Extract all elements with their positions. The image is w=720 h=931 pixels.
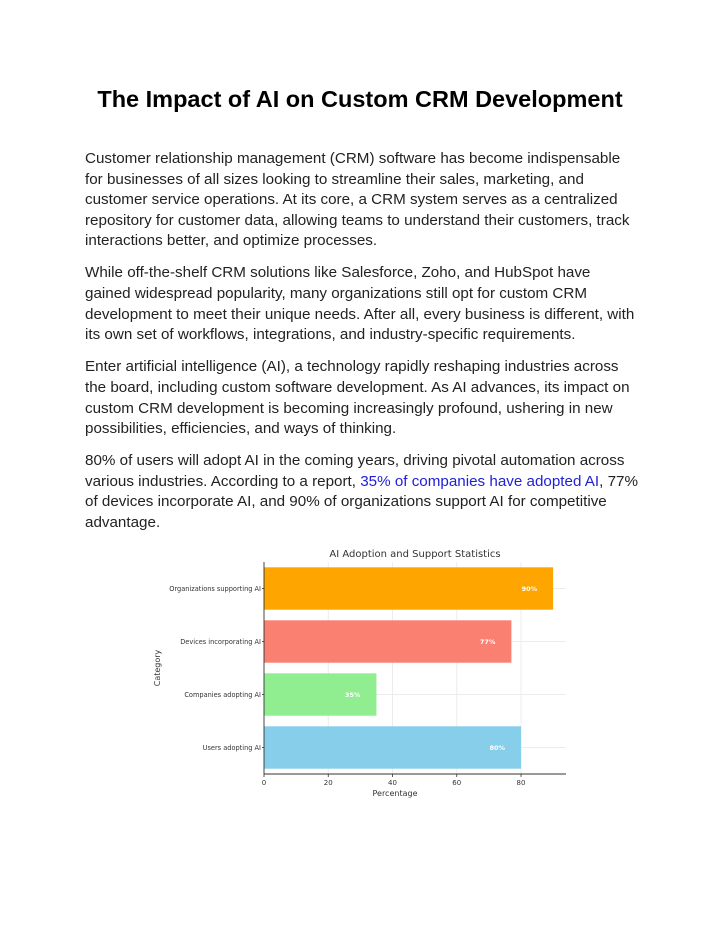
x-tick-label: 60 — [452, 779, 462, 787]
paragraph-statistics-before: 80% of users will adopt AI in the coming years, driving pivotal automation across various industries. According to a report, — [85, 452, 625, 490]
x-tick-label: 0 — [261, 779, 267, 787]
chart-svg — [148, 545, 578, 800]
paragraph-statistics-after: , 77% of devices incorporate AI, and 90% of organizations support AI for competitive advantage. — [85, 472, 638, 531]
chart-bar — [264, 567, 553, 609]
bar-data-label: 77% — [479, 638, 496, 646]
y-tick-label: Devices incorporating AI — [180, 638, 261, 646]
x-tick-label: 20 — [323, 779, 333, 787]
paragraph-intro: Customer relationship management (CRM) software has become indispensable for businesses of all sizes looking to streamline their sales, marketing, and customer service operations. At its core, a CRM system serves as a centralized repository for customer data, allowing teams to understand their customers, track interactions better, and optimize processes. — [85, 150, 630, 250]
y-tick-label: Users adopting AI — [202, 744, 261, 752]
x-tick-label: 80 — [516, 779, 526, 787]
bar-data-label: 90% — [521, 585, 538, 593]
x-tick-label: 40 — [388, 779, 397, 787]
article-body — [85, 149, 640, 545]
x-axis-label: Percentage — [372, 789, 418, 798]
bar-data-label: 80% — [489, 744, 506, 752]
y-tick-label: Organizations supporting AI — [169, 585, 261, 593]
chart-bar — [264, 620, 511, 662]
paragraph-off-the-shelf: While off-the-shelf CRM solutions like Salesforce, Zoho, and HubSpot have gained widespread popularity, many organizations still opt for custom CRM development to meet their unique needs. After all, every business is different, with its own set of workflows, integrations, and industry-specific requirements. — [85, 264, 635, 344]
page-title: The Impact of AI on Custom CRM Development — [97, 86, 623, 112]
paragraph-enter-ai: Enter artificial intelligence (AI), a technology rapidly reshaping industries across the board, including custom software development. As AI advances, its impact on custom CRM development is becoming increasingly profound, ushering in new possibilities, efficiencies, and ways of thinking. — [85, 358, 630, 438]
chart-bar — [264, 726, 521, 768]
y-tick-label: Companies adopting AI — [184, 691, 261, 699]
paragraph-statistics — [85, 451, 640, 533]
report-link[interactable]: 35% of companies have adopted AI — [360, 472, 600, 490]
y-axis-label: Category — [153, 649, 162, 687]
bar-data-label: 35% — [344, 691, 361, 699]
ai-adoption-chart — [148, 545, 578, 800]
chart-title: AI Adoption and Support Statistics — [329, 549, 501, 560]
